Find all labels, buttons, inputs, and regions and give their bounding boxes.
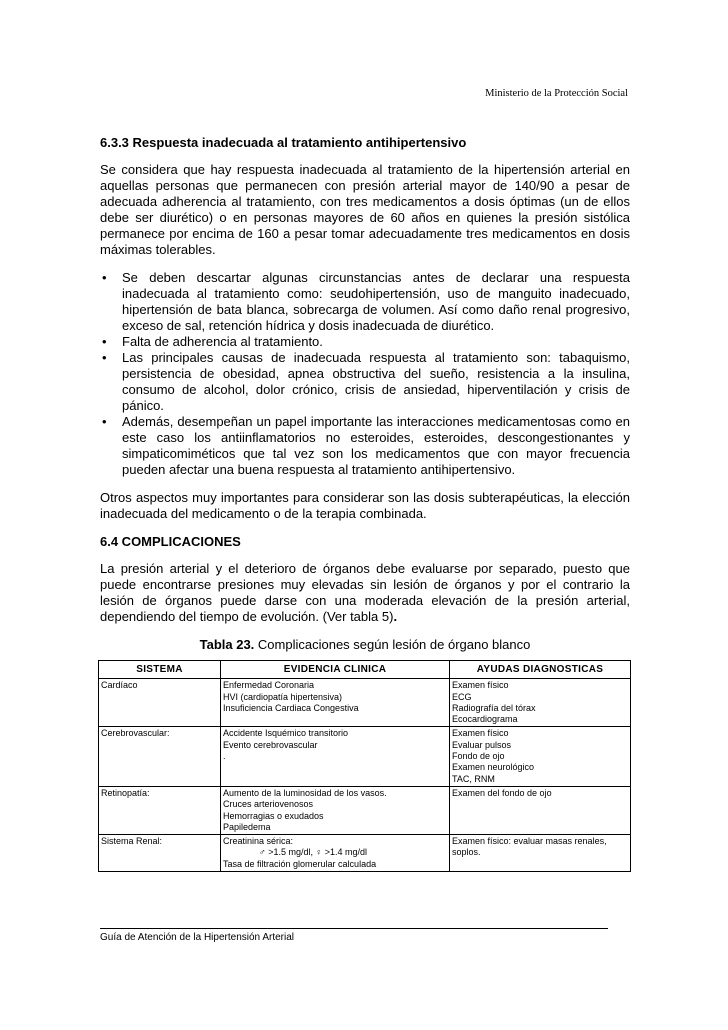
paragraph-complications (100, 561, 630, 625)
table-caption (100, 637, 630, 652)
cell-line: Aumento de la luminosidad de los vasos. (223, 787, 387, 798)
cell-line: Creatinina sérica: (223, 836, 294, 847)
cell-evidencia (221, 679, 450, 727)
cell-line: Accidente Isquémico transitorio (223, 728, 349, 739)
header-sistema: SISTEMA (99, 661, 221, 679)
list-item (100, 334, 630, 350)
cell-line: ECG (452, 691, 472, 702)
cell-line: Cruces arteriovenosos (223, 799, 314, 810)
header-evidencia: EVIDENCIA CLINICA (221, 661, 450, 679)
table-row (99, 727, 631, 786)
list-item-text: Las principales causas de inadecuada respuesta al tratamiento son: tabaquismo, persistencia de obesidad, apnea obstructiva del sueño, resistencia a la insulina, consumo de alcohol, dolor crónico, crisis de ansiedad, hiperventilación y crisis de pánico. (122, 350, 630, 413)
cell-line: Ecocardiograma (452, 714, 518, 725)
complications-period: . (393, 609, 398, 624)
cell-line: . (223, 751, 226, 762)
cell-sistema: Sistema Renal: (99, 835, 221, 872)
list-item (100, 270, 630, 334)
header-ministry: Ministerio de la Protección Social (485, 88, 628, 99)
bullet-icon: • (102, 270, 107, 285)
cell-line: TAC, RNM (452, 773, 495, 784)
cell-line: HVI (cardiopatía hipertensiva) (223, 691, 343, 702)
cell-evidencia (221, 835, 450, 872)
cell-line: Hemorragias o exudados (223, 810, 324, 821)
table-caption-text: Complicaciones según lesión de órgano blanco (254, 637, 531, 652)
document-body (100, 135, 630, 872)
cell-line: Insuficiencia Cardiaca Congestiva (223, 702, 359, 713)
complications-table (98, 660, 631, 872)
section-title-633: 6.3.3 Respuesta inadecuada al tratamiento antihipertensivo (100, 135, 467, 150)
cell-sistema: Retinopatía: (99, 786, 221, 834)
table-row (99, 835, 631, 872)
cell-line: Enfermedad Coronaria (223, 680, 315, 691)
bullet-list (100, 270, 630, 478)
list-item (100, 350, 630, 414)
section-title-64: 6.4 COMPLICACIONES (100, 534, 241, 549)
paragraph-intro: Se considera que hay respuesta inadecuada al tratamiento de la hipertensión arterial en aquellas personas que permanecen con presión arterial mayor de 140/90 a pesar de adecuada adherencia al tratamiento, con tres medicamentos a dosis óptimas (un de ellos debe ser diurético) o en personas mayores de 60 años en quienes la presión sistólica permanece por encima de 160 a pesar tomar adecuadamente tres medicamentos en dosis máximas tolerables. (100, 162, 630, 257)
cell-evidencia (221, 727, 450, 786)
table-row (99, 786, 631, 834)
bullet-icon: • (102, 334, 107, 349)
cell-ayudas (450, 835, 631, 872)
footer-text: Guía de Atención de la Hipertensión Arterial (100, 932, 295, 943)
cell-line: Examen físico: evaluar masas renales, soplos. (452, 836, 607, 858)
bullet-icon: • (102, 414, 107, 429)
footer-divider (100, 928, 608, 929)
cell-line: Evento cerebrovascular (223, 739, 318, 750)
cell-line: Fondo de ojo (452, 751, 505, 762)
list-item (100, 414, 630, 478)
cell-line: ♂ >1.5 mg/dl, ♀ >1.4 mg/dl (259, 847, 368, 858)
paragraph-closing: Otros aspectos muy importantes para considerar son las dosis subterapéuticas, la elección inadecuada del medicamento o de la terapia combinada. (100, 490, 630, 521)
cell-sistema: Cerebrovascular: (99, 727, 221, 786)
cell-line: Tasa de filtración glomerular calculada (223, 858, 377, 869)
table-row (99, 679, 631, 727)
list-item-text: Se deben descartar algunas circunstancias antes de declarar una respuesta inadecuada al tratamiento como: seudohipertensión, uso de manguito inadecuado, hipertensión de bata blanca, sobrecarga de volumen. Así como daño renal progresivo, exceso de sal, retención hídrica y dosis inadecuada de diurético. (122, 270, 630, 333)
cell-line: Examen neurológico (452, 762, 535, 773)
complications-text: La presión arterial y el deterioro de órganos debe evaluarse por separado, puesto que puede encontrarse presiones muy elevadas sin lesión de órganos y por el contrario la lesión de órganos puede darse con una moderada elevación de la presión arterial, dependiendo del tiempo de evolución. (Ver tabla 5) (100, 561, 630, 624)
cell-line: Radiografía del tórax (452, 702, 536, 713)
cell-line: Examen físico (452, 728, 509, 739)
table-caption-label: Tabla 23. (199, 637, 255, 652)
cell-ayudas (450, 679, 631, 727)
cell-ayudas (450, 727, 631, 786)
cell-ayudas (450, 786, 631, 834)
cell-evidencia (221, 786, 450, 834)
bullet-icon: • (102, 350, 107, 365)
list-item-text: Falta de adherencia al tratamiento. (122, 334, 323, 349)
header-ayudas: AYUDAS DIAGNOSTICAS (450, 661, 631, 679)
cell-line: Examen físico (452, 680, 509, 691)
list-item-text: Además, desempeñan un papel importante las interacciones medicamentosas como en este caso los antiinflamatorios no esteroides, esteroides, descongestionantes y simpaticomiméticos que tal vez son los medicamentos que con mayor frecuencia pueden afectar una buena respuesta al tratamiento antihipertensivo. (122, 414, 630, 477)
table-header-row (99, 661, 631, 679)
cell-line: Evaluar pulsos (452, 739, 512, 750)
cell-line: Examen del fondo de ojo (452, 787, 552, 798)
cell-line: Papiledema (223, 821, 271, 832)
cell-sistema: Cardíaco (99, 679, 221, 727)
